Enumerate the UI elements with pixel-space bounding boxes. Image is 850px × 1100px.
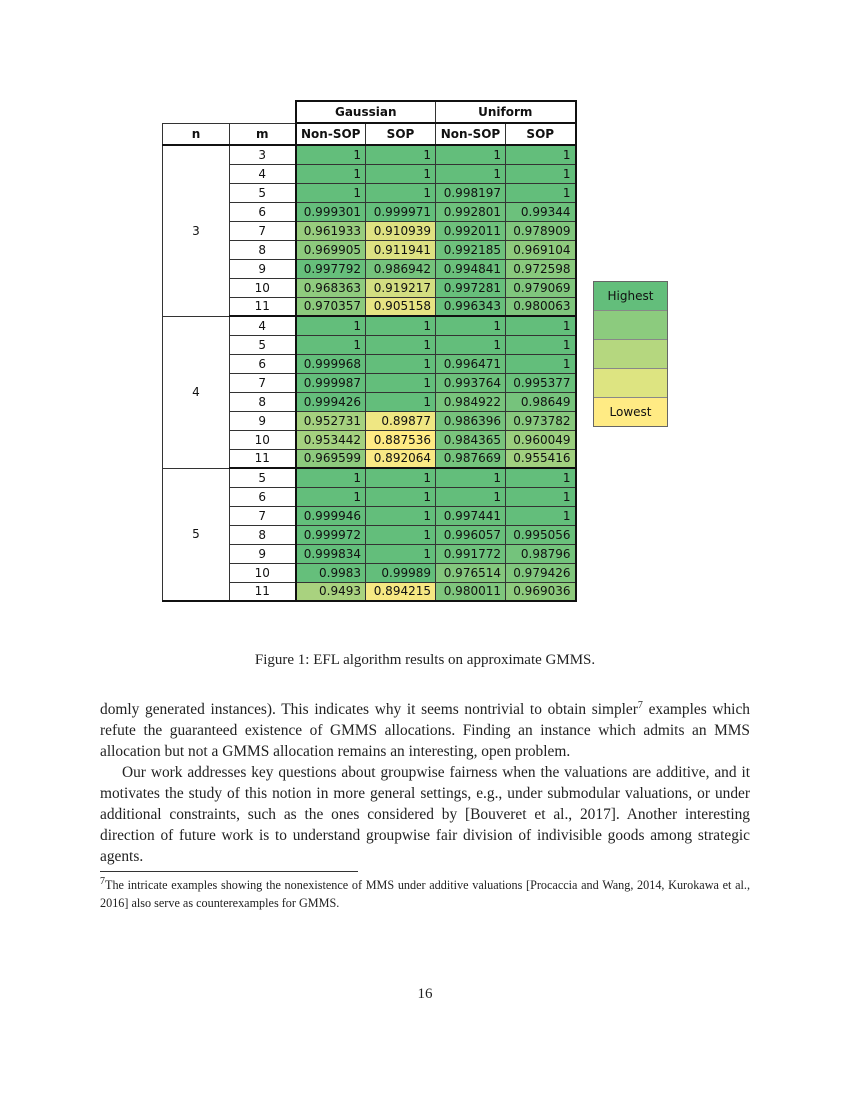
m-value-cell: 5 [230, 335, 296, 354]
paragraph-1-start: domly generated instances). This indicates why it seems nontrivial to obtain simpler [100, 701, 638, 718]
m-value-cell: 9 [230, 544, 296, 563]
value-cell: 1 [366, 335, 436, 354]
value-cell: 1 [296, 316, 366, 335]
value-cell: 0.999968 [296, 354, 366, 373]
m-value-cell: 4 [230, 316, 296, 335]
value-cell: 0.993764 [436, 373, 506, 392]
value-cell: 0.99989 [366, 563, 436, 582]
m-value-cell: 11 [230, 582, 296, 601]
value-cell: 0.961933 [296, 221, 366, 240]
value-cell: 1 [366, 392, 436, 411]
value-cell: 1 [366, 468, 436, 487]
value-cell: 1 [436, 145, 506, 164]
value-cell: 0.894215 [366, 582, 436, 601]
m-value-cell: 5 [230, 468, 296, 487]
value-cell: 0.992185 [436, 240, 506, 259]
m-value-cell: 11 [230, 449, 296, 468]
n-value-cell: 3 [163, 145, 230, 316]
value-cell: 1 [506, 354, 576, 373]
group-header-gaussian: Gaussian [296, 101, 436, 123]
value-cell: 1 [296, 468, 366, 487]
value-cell: 0.9493 [296, 582, 366, 601]
results-table [162, 100, 577, 602]
col-header-gaussian-non-sop: Non-SOP [296, 123, 366, 145]
value-cell: 0.999426 [296, 392, 366, 411]
value-cell: 1 [366, 525, 436, 544]
table-row [163, 316, 576, 335]
value-cell: 0.969104 [506, 240, 576, 259]
table-row [163, 145, 576, 164]
value-cell: 0.968363 [296, 278, 366, 297]
value-cell: 1 [506, 487, 576, 506]
value-cell: 0.997792 [296, 259, 366, 278]
m-value-cell: 9 [230, 411, 296, 430]
footnote-text: The intricate examples showing the nonexistence of MMS under additive valuations [Procaccia and Wang, 2014, Kurokawa et al., 2016] also serve as counterexamples for GMMS. [100, 878, 750, 910]
value-cell: 1 [296, 183, 366, 202]
m-value-cell: 6 [230, 202, 296, 221]
m-value-cell: 7 [230, 221, 296, 240]
col-header-uniform-non-sop: Non-SOP [436, 123, 506, 145]
value-cell: 0.999301 [296, 202, 366, 221]
value-cell: 0.970357 [296, 297, 366, 316]
group-header-uniform: Uniform [436, 101, 576, 123]
legend-swatch: Highest [594, 282, 667, 311]
value-cell: 1 [436, 487, 506, 506]
value-cell: 0.999971 [366, 202, 436, 221]
value-cell: 0.919217 [366, 278, 436, 297]
value-cell: 0.979426 [506, 563, 576, 582]
value-cell: 0.984922 [436, 392, 506, 411]
m-value-cell: 8 [230, 525, 296, 544]
value-cell: 0.991772 [436, 544, 506, 563]
m-value-cell: 6 [230, 487, 296, 506]
value-cell: 0.992801 [436, 202, 506, 221]
value-cell: 1 [506, 183, 576, 202]
m-value-cell: 4 [230, 164, 296, 183]
value-cell: 1 [366, 316, 436, 335]
value-cell: 0.89877 [366, 411, 436, 430]
value-cell: 0.999946 [296, 506, 366, 525]
page-number: 16 [417, 986, 433, 1002]
value-cell: 0.986396 [436, 411, 506, 430]
footnote-rule [100, 871, 358, 872]
value-cell: 0.969905 [296, 240, 366, 259]
value-cell: 0.976514 [436, 563, 506, 582]
value-cell: 0.980063 [506, 297, 576, 316]
m-value-cell: 8 [230, 392, 296, 411]
value-cell: 0.996057 [436, 525, 506, 544]
value-cell: 0.997281 [436, 278, 506, 297]
value-cell: 0.887536 [366, 430, 436, 449]
value-cell: 1 [506, 164, 576, 183]
color-scale-legend [593, 281, 668, 427]
value-cell: 0.969599 [296, 449, 366, 468]
value-cell: 0.986942 [366, 259, 436, 278]
value-cell: 0.995056 [506, 525, 576, 544]
col-header-gaussian-sop: SOP [366, 123, 436, 145]
value-cell: 1 [366, 164, 436, 183]
value-cell: 1 [506, 316, 576, 335]
footnote-mark: 7 [100, 875, 105, 887]
column-header-row [163, 123, 576, 145]
value-cell: 1 [436, 316, 506, 335]
m-value-cell: 7 [230, 506, 296, 525]
table-body [163, 145, 576, 601]
value-cell: 0.973782 [506, 411, 576, 430]
value-cell: 0.911941 [366, 240, 436, 259]
m-value-cell: 10 [230, 430, 296, 449]
value-cell: 1 [506, 145, 576, 164]
m-value-cell: 10 [230, 563, 296, 582]
value-cell: 0.980011 [436, 582, 506, 601]
legend-swatch [594, 311, 667, 340]
value-cell: 0.972598 [506, 259, 576, 278]
m-value-cell: 7 [230, 373, 296, 392]
m-value-cell: 9 [230, 259, 296, 278]
value-cell: 1 [296, 145, 366, 164]
value-cell: 0.994841 [436, 259, 506, 278]
figure-caption: Figure 1: EFL algorithm results on approximate GMMS. [254, 652, 596, 668]
value-cell: 0.992011 [436, 221, 506, 240]
value-cell: 0.960049 [506, 430, 576, 449]
n-value-cell: 4 [163, 316, 230, 468]
value-cell: 0.910939 [366, 221, 436, 240]
paragraph-2: Our work addresses key questions about groupwise fairness when the valuations are additive, and it motivates the study of this notion in more general settings, e.g., under submodular valuations, or under additional constraints, such as the ones considered by [Bouveret et al., 2017]. Another interesting direction of future work is to understand groupwise fair division of indivisible goods among strategic agents. [100, 764, 750, 865]
group-header-row [163, 101, 576, 123]
value-cell: 0.997441 [436, 506, 506, 525]
value-cell: 0.98649 [506, 392, 576, 411]
footnote [100, 876, 750, 912]
table-row [163, 468, 576, 487]
value-cell: 0.984365 [436, 430, 506, 449]
value-cell: 0.969036 [506, 582, 576, 601]
value-cell: 0.953442 [296, 430, 366, 449]
value-cell: 0.987669 [436, 449, 506, 468]
value-cell: 1 [436, 468, 506, 487]
value-cell: 0.999834 [296, 544, 366, 563]
value-cell: 1 [366, 487, 436, 506]
value-cell: 0.996471 [436, 354, 506, 373]
value-cell: 0.999972 [296, 525, 366, 544]
value-cell: 1 [296, 335, 366, 354]
value-cell: 0.892064 [366, 449, 436, 468]
legend-swatch [594, 340, 667, 369]
m-value-cell: 11 [230, 297, 296, 316]
footnote-ref: 7 [637, 699, 643, 711]
value-cell: 1 [366, 506, 436, 525]
legend-swatch [594, 369, 667, 398]
value-cell: 1 [506, 506, 576, 525]
value-cell: 0.999987 [296, 373, 366, 392]
value-cell: 1 [436, 335, 506, 354]
value-cell: 0.955416 [506, 449, 576, 468]
value-cell: 0.99344 [506, 202, 576, 221]
value-cell: 0.979069 [506, 278, 576, 297]
value-cell: 0.978909 [506, 221, 576, 240]
col-header-uniform-sop: SOP [506, 123, 576, 145]
value-cell: 0.995377 [506, 373, 576, 392]
value-cell: 1 [296, 487, 366, 506]
legend-swatch: Lowest [594, 398, 667, 426]
value-cell: 0.905158 [366, 297, 436, 316]
m-value-cell: 10 [230, 278, 296, 297]
paragraph-1 [100, 699, 750, 762]
value-cell: 0.98796 [506, 544, 576, 563]
value-cell: 1 [366, 145, 436, 164]
value-cell: 1 [366, 183, 436, 202]
value-cell: 0.998197 [436, 183, 506, 202]
value-cell: 1 [296, 164, 366, 183]
value-cell: 1 [366, 354, 436, 373]
m-value-cell: 5 [230, 183, 296, 202]
value-cell: 0.952731 [296, 411, 366, 430]
value-cell: 0.9983 [296, 563, 366, 582]
col-header-m: m [230, 123, 296, 145]
m-value-cell: 6 [230, 354, 296, 373]
value-cell: 1 [506, 335, 576, 354]
m-value-cell: 8 [230, 240, 296, 259]
n-value-cell: 5 [163, 468, 230, 601]
m-value-cell: 3 [230, 145, 296, 164]
col-header-n: n [163, 123, 230, 145]
value-cell: 1 [366, 544, 436, 563]
value-cell: 1 [436, 164, 506, 183]
value-cell: 1 [366, 373, 436, 392]
value-cell: 0.996343 [436, 297, 506, 316]
paragraph-1-end: examples which refute the guaranteed existence of GMMS allocations. Finding an instance which admits an MMS allocation but not a GMMS allocation remains an interesting, open problem. [100, 701, 750, 760]
value-cell: 1 [506, 468, 576, 487]
